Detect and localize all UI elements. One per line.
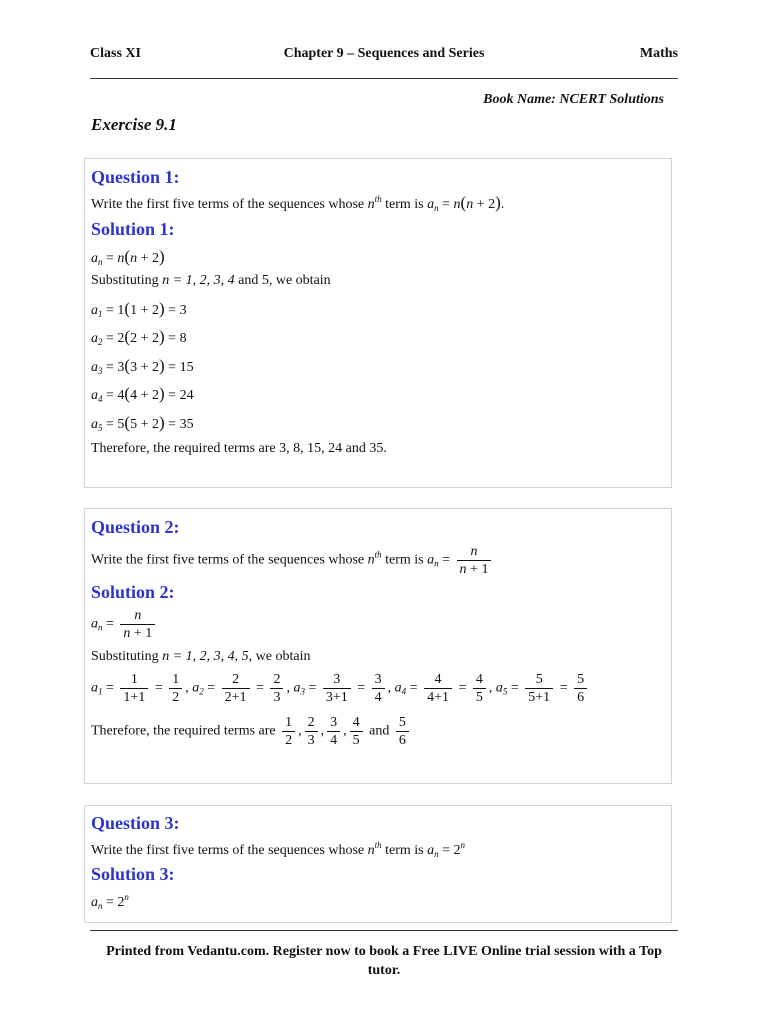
solution-2-substituting: Substituting n = 1, 2, 3, 4, 5, we obtain bbox=[91, 649, 311, 664]
solution-3-title: Solution 3: bbox=[91, 864, 175, 884]
header-chapter: Chapter 9 – Sequences and Series bbox=[283, 46, 485, 61]
solution-2-terms: $a_1$ = $\frac{1}{1+1}$ = $\frac{1}{2}$ , $a_2$ = $\frac{2}{2+1}$ = $\frac{2}{3}$ , $a_3$ = $\frac{3}{3+1}$ = $\frac{3}{4}$ , $a_4$ = $\frac{4}{4+1}$ = $\frac{4}{5}$ , $a_5$ = $\frac{5}{5+1}$ = $\frac{5}{6}$ bbox=[91, 671, 590, 706]
page-footer: Printed from Vedantu.com. Register now to book a Free LIVE Online trial session with a Top tutor. bbox=[106, 944, 662, 978]
solution-3-formula: $a_n = 2^n$ bbox=[91, 892, 129, 911]
solution-1-substituting: Substituting n = 1, 2, 3, 4 and 5, we obtain bbox=[91, 273, 331, 288]
question-2-box bbox=[84, 508, 672, 784]
question-3-text: Write the first five terms of the sequences whose $n^{th}$ term is $a_n = 2^n$ bbox=[91, 840, 466, 859]
solution-1-term: $a_2 = 2(2 + 2) = 8$ bbox=[91, 327, 187, 347]
solution-2-title: Solution 2: bbox=[91, 582, 175, 602]
book-name: Book Name: NCERT Solutions bbox=[483, 92, 664, 107]
solution-1-term: $a_5 = 5(5 + 2) = 35$ bbox=[91, 413, 194, 433]
header-subject: Maths bbox=[639, 46, 678, 61]
solution-1-term: $a_1 = 1(1 + 2) = 3$ bbox=[91, 299, 187, 319]
exercise-title: Exercise 9.1 bbox=[91, 115, 177, 134]
question-3-title: Question 3: bbox=[91, 813, 180, 833]
solution-2-conclusion: Therefore, the required terms are $\frac{1}{2}$ , $\frac{2}{3}$ , $\frac{3}{4}$ , $\frac{4}{5}$ and $\frac{5}{6}$ bbox=[91, 714, 412, 749]
header-rule bbox=[90, 78, 678, 79]
solution-1-formula: $a_n = n(n + 2)$ bbox=[91, 247, 165, 267]
solution-1-conclusion: Therefore, the required terms are 3, 8, 15, 24 and 35. bbox=[91, 441, 387, 456]
solution-2-formula: $a_n$ = $\frac{n}{n + 1}$ bbox=[91, 607, 158, 642]
question-2-text: Write the first five terms of the sequences whose $n^{th}$ term is $a_n$ = $\frac{n}{n + 1}$ bbox=[91, 543, 494, 578]
question-1-text: Write the first five terms of the sequences whose $n^{th}$ term is $a_n = n(n + 2)$. bbox=[91, 193, 505, 213]
page-header bbox=[90, 46, 678, 66]
question-1-title: Question 1: bbox=[91, 167, 180, 187]
question-3-box bbox=[84, 805, 672, 923]
header-class: Class XI bbox=[90, 46, 141, 61]
question-2-title: Question 2: bbox=[91, 517, 180, 537]
footer-rule bbox=[90, 930, 678, 931]
solution-1-title: Solution 1: bbox=[91, 219, 175, 239]
solution-1-term: $a_3 = 3(3 + 2) = 15$ bbox=[91, 356, 194, 376]
question-1-box bbox=[84, 158, 672, 488]
solution-1-term: $a_4 = 4(4 + 2) = 24$ bbox=[91, 384, 194, 404]
